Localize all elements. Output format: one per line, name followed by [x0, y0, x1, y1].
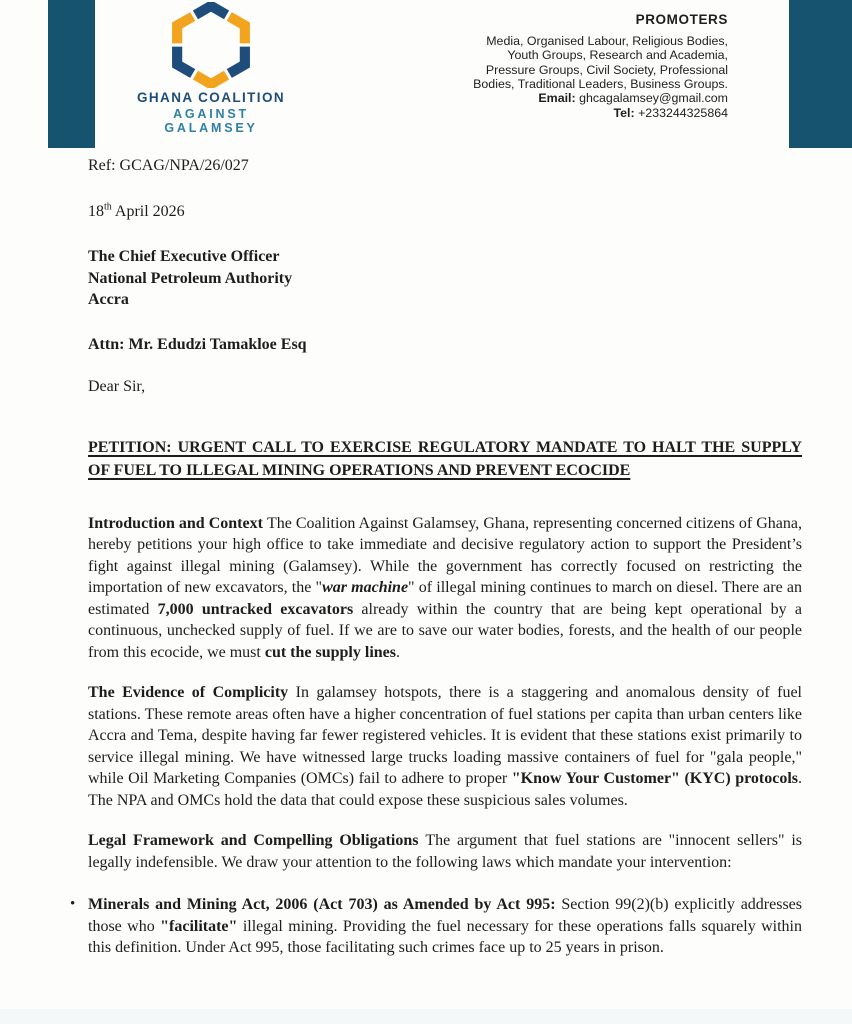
logo-block	[130, 2, 292, 135]
brand-name-line1: GHANA COALITION	[137, 90, 285, 105]
tel-line	[418, 106, 728, 121]
paragraph-introduction: Introduction and Context The Coalition Against Galamsey, Ghana, representing concerned citizens of Ghana, hereby petitions your high office to take immediate and decisive regulatory action to support the President’s fight against illegal mining (Galamsey). While the government has correctly focused on restricting the importation of new excavators, the "war machine" of illegal mining continues to march on diesel. There are an estimated 7,000 untracked excavators already within the country that are being kept operational by a continuous, unchecked supply of fuel. If we are to save our water bodies, forests, and the health of our people from this ecocide, we must cut the supply lines.	[88, 514, 803, 661]
email-value: ghcagalamsey@gmail.com	[579, 91, 728, 106]
left-accent-bar	[48, 0, 95, 148]
letterhead	[0, 0, 852, 148]
promoters-title: PROMOTERS	[635, 12, 728, 27]
recipient-line: The Chief Executive Officer	[88, 248, 280, 265]
coalition-hexagon-logo-icon	[171, 2, 251, 88]
email-line	[418, 91, 728, 106]
promoter-line: Pressure Groups, Civil Society, Professional	[485, 62, 728, 77]
bullet-text: Minerals and Mining Act, 2006 (Act 703) as Amended by Act 995: Section 99(2)(b) explicitly addresses those who "facilitate" illegal mining. Providing the fuel necessary for these operations falls squarely within this definition. Under Act 995, those facilitating such crimes face up to 25 years in prison.	[88, 896, 803, 956]
promoters-block	[418, 12, 728, 121]
reference-number: Ref: GCAG/NPA/26/027	[88, 157, 249, 174]
salutation: Dear Sir,	[88, 378, 146, 395]
letter-date: 18th April 2026	[88, 201, 185, 220]
promoter-line: Media, Organised Labour, Religious Bodies,	[486, 34, 728, 48]
page-bottom-shade	[0, 1009, 852, 1024]
paragraph-evidence: The Evidence of Complicity In galamsey hotspots, there is a staggering and anomalous density of fuel stations. These remote areas often have a higher concentration of fuel stations per capita than urban centers like Accra and Tema, despite having far fewer registered vehicles. It is evident that these stations exist primarily to service illegal mining. We have witnessed large trucks loading massive containers of fuel for "gala people," while Oil Marketing Companies (OMCs) fail to adhere to proper "Know Your Customer" (KYC) protocols. The NPA and OMCs hold the data that could expose these suspicious sales volumes.	[88, 684, 803, 809]
recipient-line: Accra	[88, 291, 129, 308]
promoter-line: Youth Groups, Research and Academia,	[507, 48, 728, 63]
promoters-list	[418, 34, 728, 91]
right-accent-bar	[789, 0, 852, 148]
paragraph-legal-framework: Legal Framework and Compelling Obligations The argument that fuel stations are "innocent sellers" is legally indefensible. We draw your attention to the following laws which mandate your intervention:	[88, 832, 803, 871]
promoter-line: Bodies, Traditional Leaders, Business Groups.	[473, 76, 728, 91]
email-label: Email:	[538, 91, 576, 106]
subject-title: PETITION: URGENT CALL TO EXERCISE REGULATORY MANDATE TO HALT THE SUPPLY OF FUEL TO ILLEGAL MINING OPERATIONS AND PREVENT ECOCIDE	[88, 438, 802, 479]
tel-label: Tel:	[613, 106, 635, 121]
bullet-item-minerals-act	[70, 894, 802, 959]
brand-name-line2: AGAINST GALAMSEY	[164, 107, 258, 135]
letter-body	[0, 155, 852, 959]
attention-line: Attn: Mr. Edudzi Tamakloe Esq	[88, 335, 307, 353]
recipient-address	[88, 246, 802, 311]
recipient-line: National Petroleum Authority	[88, 269, 293, 287]
bullet-icon: •	[70, 896, 76, 912]
tel-value: +233244325864	[638, 106, 728, 121]
